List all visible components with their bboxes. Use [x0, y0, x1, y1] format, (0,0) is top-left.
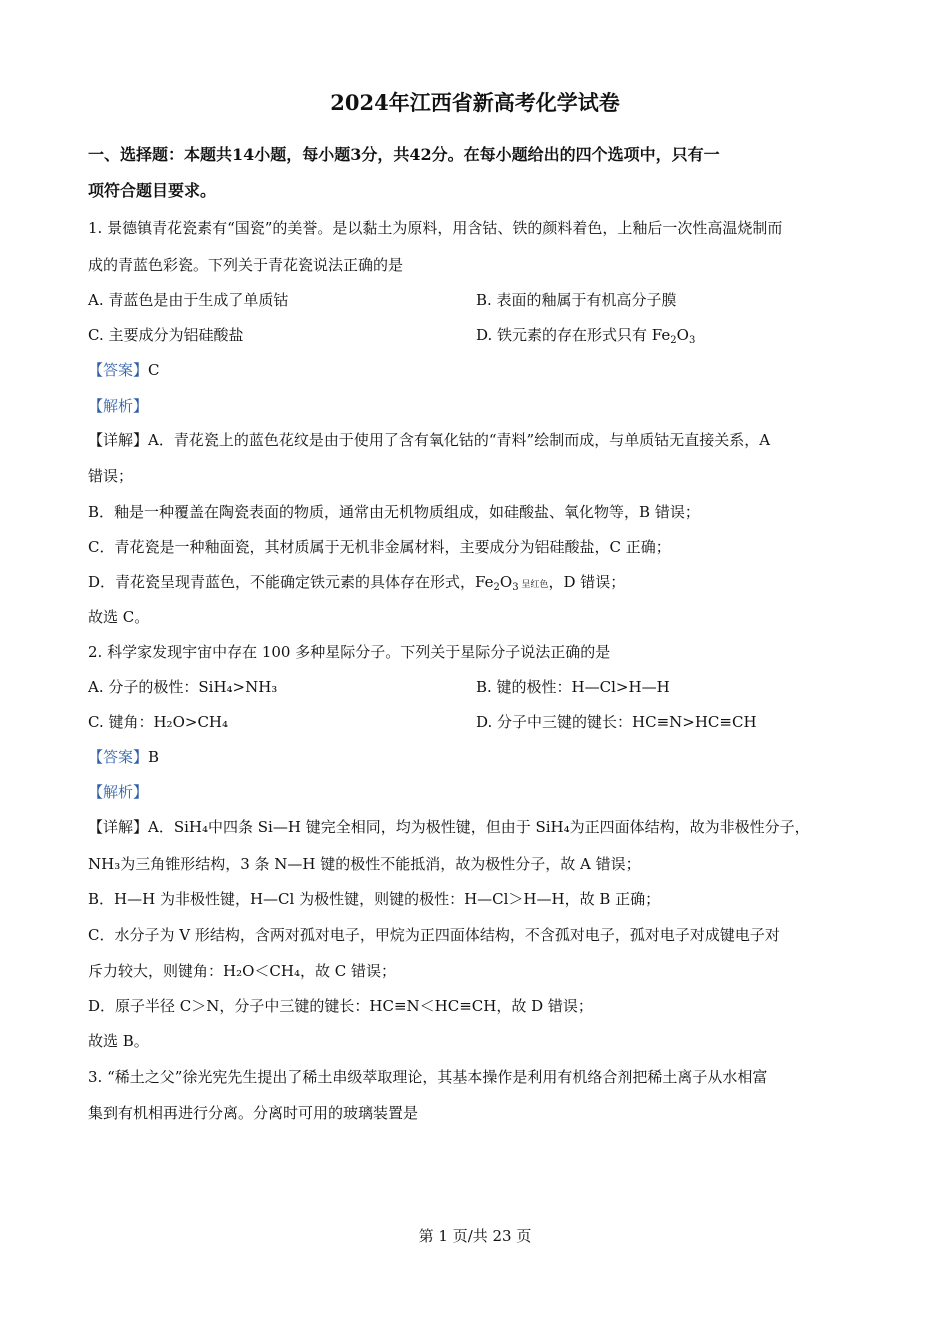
section-heading-line2: 项符合题目要求。 [88, 181, 217, 200]
q2-answer-value: B [148, 748, 160, 766]
q1-option-a: A. 青蓝色是由于生成了单质钴 [88, 291, 289, 309]
q1-conclusion: 故选 C。 [88, 608, 150, 626]
q2-conclusion: 故选 B。 [88, 1032, 149, 1050]
q1-stem-line2: 成的青蓝色彩瓷。下列关于青花瓷说法正确的是 [88, 256, 404, 274]
q1-detail-line4 [88, 572, 625, 598]
q2-detail-line3: C．水分子为 V 形结构，含两对孤对电子，甲烷为正四面体结构，不含孤对电子，孤对电子对成键电子对 [88, 926, 780, 944]
q1-option-c: C. 主要成分为铝硅酸盐 [88, 326, 244, 344]
q1-answer [88, 360, 160, 380]
q2-option-a: A. 分子的极性：SiH₄>NH₃ [88, 678, 278, 696]
q2-option-d: D. 分子中三键的键长：HC≡N>HC≡CH [476, 713, 757, 731]
q1-detail-o: O [499, 573, 513, 591]
q3-stem-line2: 集到有机相再进行分离。分离时可用的玻璃装置是 [88, 1104, 419, 1122]
q1-detail-sub2: 3 [512, 582, 519, 593]
q2-stem: 2. 科学家发现宇宙中存在 100 多种星际分子。下列关于星际分子说法正确的是 [88, 643, 611, 661]
q2-detail-line1 [88, 817, 810, 837]
q1-detail-line2: B．釉是一种覆盖在陶瓷表面的物质，通常由无机物质组成，如硅酸盐、氧化物等，B 错误； [88, 503, 700, 521]
q2-detail-line4: D．原子半径 C＞N，分子中三键的键长：HC≡N＜HC≡CH，故 D 错误； [88, 997, 593, 1015]
q1-detail-line3: C．青花瓷是一种釉面瓷，其材质属于无机非金属材料，主要成分为铝硅酸盐，C 正确； [88, 538, 671, 556]
q1-detail-line1 [88, 430, 770, 450]
q1-answer-value: C [148, 361, 160, 379]
q1-option-d-text: D. 铁元素的存在形式只有 Fe [476, 326, 671, 344]
page-footer: 第 1 页/共 23 页 [418, 1227, 532, 1245]
q3-stem-line1: 3. “稀土之父”徐光宪先生提出了稀土串级萃取理论，其基本操作是利用有机络合剂把稀土离子从水相富 [88, 1068, 768, 1086]
q1-detail-line1b: 错误； [88, 467, 134, 485]
q1-option-d-sub1: 2 [670, 335, 677, 346]
q1-detail-text4: D．青花瓷呈现青蓝色，不能确定铁元素的具体存在形式，Fe [88, 573, 494, 591]
q1-option-d [476, 325, 695, 351]
q2-option-b: B. 键的极性：H—Cl>H—H [476, 678, 670, 696]
q1-detail-text1: A．青花瓷上的蓝色花纹是由于使用了含有氧化钴的“青料”绘制而成，与单质钴无直接关系，A [148, 431, 771, 449]
detail-label: 【详解】 [88, 431, 149, 449]
q2-answer [88, 747, 159, 767]
q1-option-d-o: O [676, 326, 689, 344]
answer-label: 【答案】 [88, 748, 149, 766]
section-heading-line1: 一、选择题：本题共14小题，每小题3分，共42分。在每小题给出的四个选项中，只有一 [88, 145, 720, 164]
q2-analysis-label: 【解析】 [88, 783, 149, 801]
q1-detail-tiny-note: 呈红色 [518, 580, 549, 590]
q1-detail-text4-end: ，D 错误； [548, 573, 626, 591]
answer-label: 【答案】 [88, 361, 149, 379]
q1-stem-line1: 1. 景德镇青花瓷素有“国瓷”的美誉。是以黏土为原料，用含钴、铁的颜料着色，上釉后一次性高温烧制而 [88, 219, 783, 237]
q1-detail-sub1: 2 [493, 582, 500, 593]
q2-detail-line1b: NH₃为三角锥形结构，3 条 N—H 键的极性不能抵消，故为极性分子，故 A 错误； [88, 855, 641, 873]
q1-analysis-label: 【解析】 [88, 397, 149, 415]
q2-option-c: C. 键角：H₂O>CH₄ [88, 713, 229, 731]
q2-detail-line3b: 斥力较大，则键角：H₂O＜CH₄，故 C 错误； [88, 962, 396, 980]
q1-option-b: B. 表面的釉属于有机高分子膜 [476, 291, 677, 309]
page-title: 2024年江西省新高考化学试卷 [330, 90, 620, 115]
q1-option-d-sub2: 3 [688, 335, 696, 346]
q2-detail-text1: A．SiH₄中四条 Si—H 键完全相同，均为极性键，但由于 SiH₄为正四面体结构，故为非极性分子， [148, 818, 810, 836]
q2-detail-line2: B．H—H 为非极性键，H—Cl 为极性键，则键的极性：H—Cl＞H—H，故 B 正确； [88, 890, 661, 908]
detail-label: 【详解】 [88, 818, 149, 836]
